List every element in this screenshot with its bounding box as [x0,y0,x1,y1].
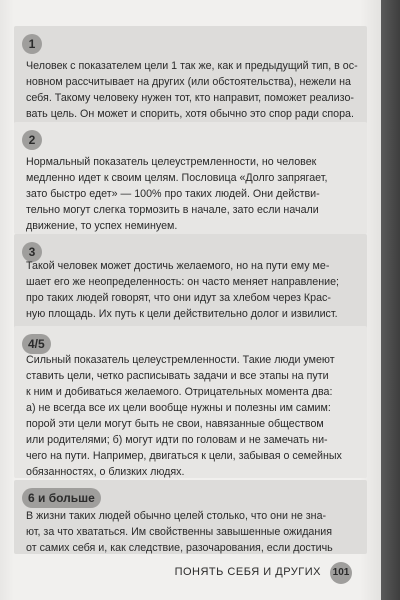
text-line: обязанностях, о близких людях. [26,466,185,478]
text-line: шает его же неопределенность: он часто меняет направление; [26,276,339,288]
text-line: Сильный показатель целеустремленности. Такие люди умеют [26,354,335,366]
text-line: а) не всегда все их цели вообще нужны и полезны им самим: [26,402,331,414]
section-2 [0,122,381,234]
text-line: порой эти цели могут быть не свои, навязанные обществом [26,418,324,430]
text-line: тельно могут слегка тормозить в начале, зато если начали [26,204,319,216]
text-line: В жизни таких людей обычно целей столько, что они не зна- [26,510,327,522]
section-text [26,154,348,234]
text-line: ют, за что хвататься. Им свойственны завышенные ожидания [26,526,333,538]
section-6-plus [0,480,381,554]
section-badge: 6 и больше [22,488,101,508]
text-line: от самих себя и, как следствие, разочарования, если достичь [26,542,333,554]
text-line: себя. Такому человеку нужен тот, кто направит, поможет реализо- [26,92,354,104]
text-line: движение, то успех неминуем. [26,220,178,232]
text-line: ставить цели, четко расписывать задачи и все этапы на пути [26,370,329,382]
section-badge: 3 [22,242,42,262]
text-line: чего на пути. Например, двигаться к цели, забывая о семейных [26,450,342,462]
text-line: ную площадь. Их путь к цели действительно долог и извилист. [26,308,338,320]
text-line: медленно идет к своим целям. Пословица «Долго запрягает, [26,172,328,184]
text-line: или родителями; б) могут идти по головам и не замечать ни- [26,434,328,446]
text-line: новном рассчитывает на других (или обстоятельства), нежели на [26,76,352,88]
text-line: к ним и добиваться желаемого. Отрицательных момента два: [26,386,333,398]
text-line: вать цель. Он может и спорить, хотя обычно это спор ради спора. [26,108,354,120]
section-badge: 4/5 [22,334,51,354]
section-text [26,352,348,480]
text-line: про таких людей говорят, что они идут за хлебом через Крас- [26,292,331,304]
section-1 [0,26,381,124]
section-3 [0,234,381,332]
section-text [26,58,358,122]
text-line: зато быстро едет» — 100% про таких людей. Они действи- [26,188,320,200]
page-edge-shadow [381,0,400,600]
running-footer-title: ПОНЯТЬ СЕБЯ И ДРУГИХ [174,566,321,578]
section-badge: 2 [22,130,42,150]
section-text [26,258,348,322]
text-line: Такой человек может достичь желаемого, но на пути ему ме- [26,260,330,272]
section-text [26,508,348,556]
section-badge: 1 [22,34,42,54]
text-line: Человек с показателем цели 1 так же, как и предыдущий тип, в ос- [26,60,358,72]
section-4-5 [0,326,381,478]
page-number: 101 [330,562,352,584]
text-line: Нормальный показатель целеустремленности, но человек [26,156,317,168]
